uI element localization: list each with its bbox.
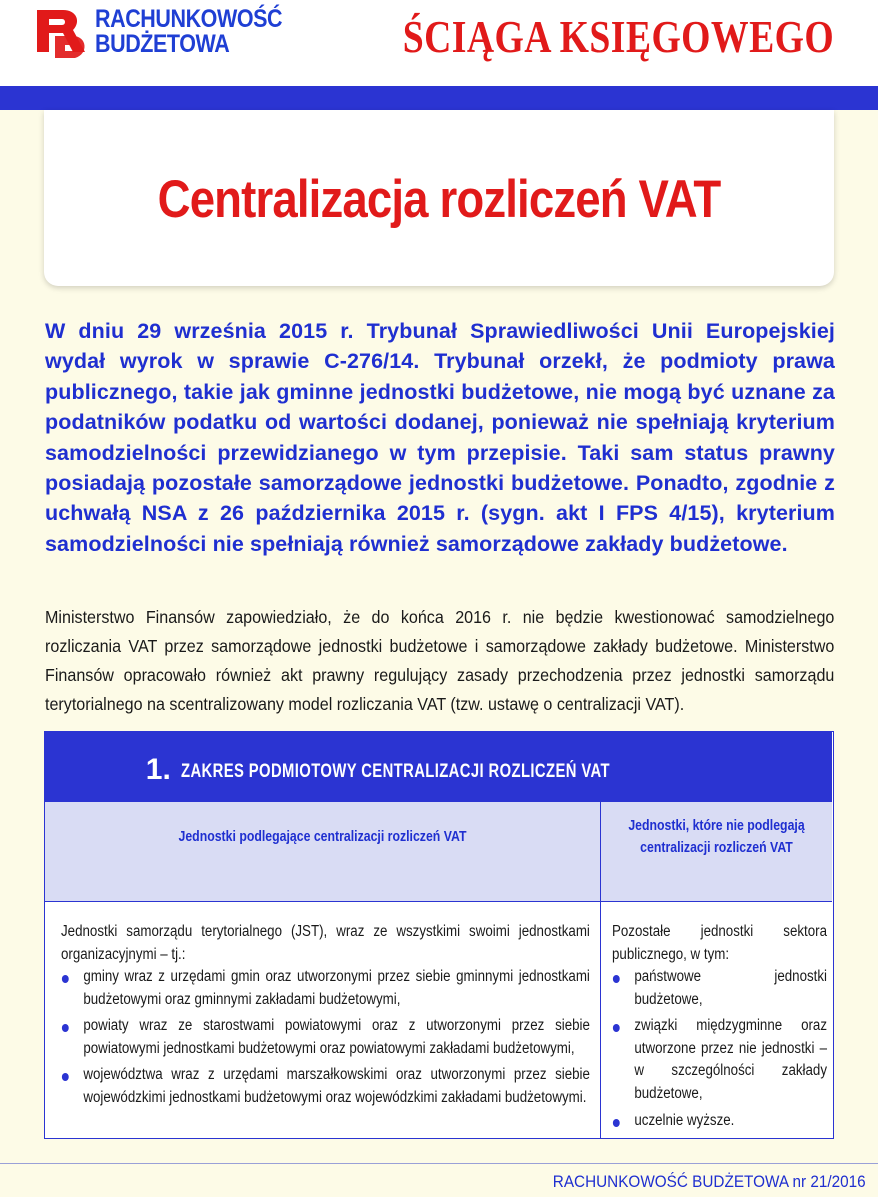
page-header [0, 0, 878, 86]
list-item-text: uczelnie wyższe. [634, 1111, 735, 1129]
list-item [61, 966, 590, 1011]
list-item [612, 1015, 827, 1105]
list-item [61, 1015, 590, 1060]
list-item-text: związki międzygminne oraz utworzone przez nie jednostki – w szczególności zakłady budżetowe, [634, 1017, 827, 1102]
bullet-icon [62, 1024, 69, 1032]
header-title: ŚCIĄGA KSIĘGOWEGO [402, 11, 834, 62]
header-bar [0, 86, 878, 110]
list-item-text: państwowe jednostki budżetowe, [634, 968, 827, 1008]
column-right [601, 902, 832, 1138]
page-footer: RACHUNKOWOŚĆ BUDŻETOWA nr 21/2016 [553, 1172, 866, 1191]
list-item [61, 1064, 590, 1109]
publisher-name-line1: RACHUNKOWOŚĆ [95, 5, 283, 33]
bullet-icon [613, 975, 620, 983]
list-item-text: powiaty wraz ze starostwami powiatowymi oraz z utworzonymi przez siebie powiatowymi jednostkami budżetowymi oraz powiatowymi zakładami budżetowymi, [83, 1017, 590, 1057]
title-card [44, 110, 834, 286]
list-item [612, 966, 827, 1011]
section-number: 1. [145, 753, 171, 786]
column-header-right [601, 802, 832, 902]
article-title: Centralizacja rozliczeń VAT [157, 170, 721, 229]
rb-logo-icon [33, 6, 91, 62]
section-table [44, 731, 834, 1139]
bullet-icon [62, 1073, 69, 1081]
lead-paragraph: W dniu 29 września 2015 r. Trybunał Sprawiedliwości Unii Europejskiej wydał wyrok w sprawie C-276/14. Trybunał orzekł, że podmioty prawa publicznego, takie jak gminne jednostki budżetowe, nie mogą być uznane za podatników podatku od wartości dodanej, ponieważ nie spełniają kryterium samodzielności przewidzianego w tym przepisie. Taki sam status prawny posiadają pozostałe samorządowe jednostki budżetowe. Ponadto, zgodnie z uchwałą NSA z 26 października 2015 r. (sygn. akt I FPS 4/15), kryterium samodzielności nie spełniają również samorządowe zakłady budżetowe. [45, 319, 835, 556]
body-paragraph: Ministerstwo Finansów zapowiedziało, że do końca 2016 r. nie będzie kwestionować samodzielnego rozliczania VAT przez samorządowe jednostki budżetowe i samorządowe zakłady budżetowe. Ministerstwo Finansów opracowało również akt prawny regulujący zasady przechodzenia przez jednostki samorządu terytorialnego na scentralizowany model rozliczania VAT (tzw. ustawę o centralizacji VAT). [45, 607, 835, 714]
list-item-text: gminy wraz z urzędami gmin oraz utworzonymi przez siebie gminnymi jednostkami budżetowymi oraz gminnymi zakładami budżetowymi, [83, 968, 590, 1008]
bullet-icon [62, 975, 69, 983]
list-item [612, 1110, 827, 1133]
column-header-left-text: Jednostki podlegające centralizacji rozliczeń VAT [178, 828, 467, 845]
publisher-name [95, 7, 282, 57]
section-header [45, 732, 832, 802]
bullet-icon [613, 1119, 620, 1127]
column-header-right-text: Jednostki, które nie podlegają centralizacji rozliczeń VAT [628, 817, 805, 856]
publisher-name-line2: BUDŻETOWA [95, 30, 230, 58]
section-title: ZAKRES PODMIOTOWY CENTRALIZACJI ROZLICZEŃ VAT [181, 761, 611, 782]
right-list [612, 966, 827, 1136]
bullet-icon [613, 1024, 620, 1032]
left-list [61, 966, 590, 1114]
footer-divider [0, 1163, 878, 1164]
right-intro: Pozostałe jednostki sektora publicznego, w tym: [612, 923, 827, 963]
column-left [45, 902, 601, 1138]
list-item-text: województwa wraz z urzędami marszałkowskimi oraz utworzonymi przez siebie wojewódzkimi jednostkami budżetowymi oraz wojewódzkimi zakładami budżetowymi. [83, 1066, 590, 1106]
left-intro: Jednostki samorządu terytorialnego (JST), wraz ze wszystkimi swoimi jednostkami organizacyjnymi – tj.: [61, 923, 590, 963]
column-header-left [45, 802, 601, 902]
publisher-logo [33, 5, 283, 62]
